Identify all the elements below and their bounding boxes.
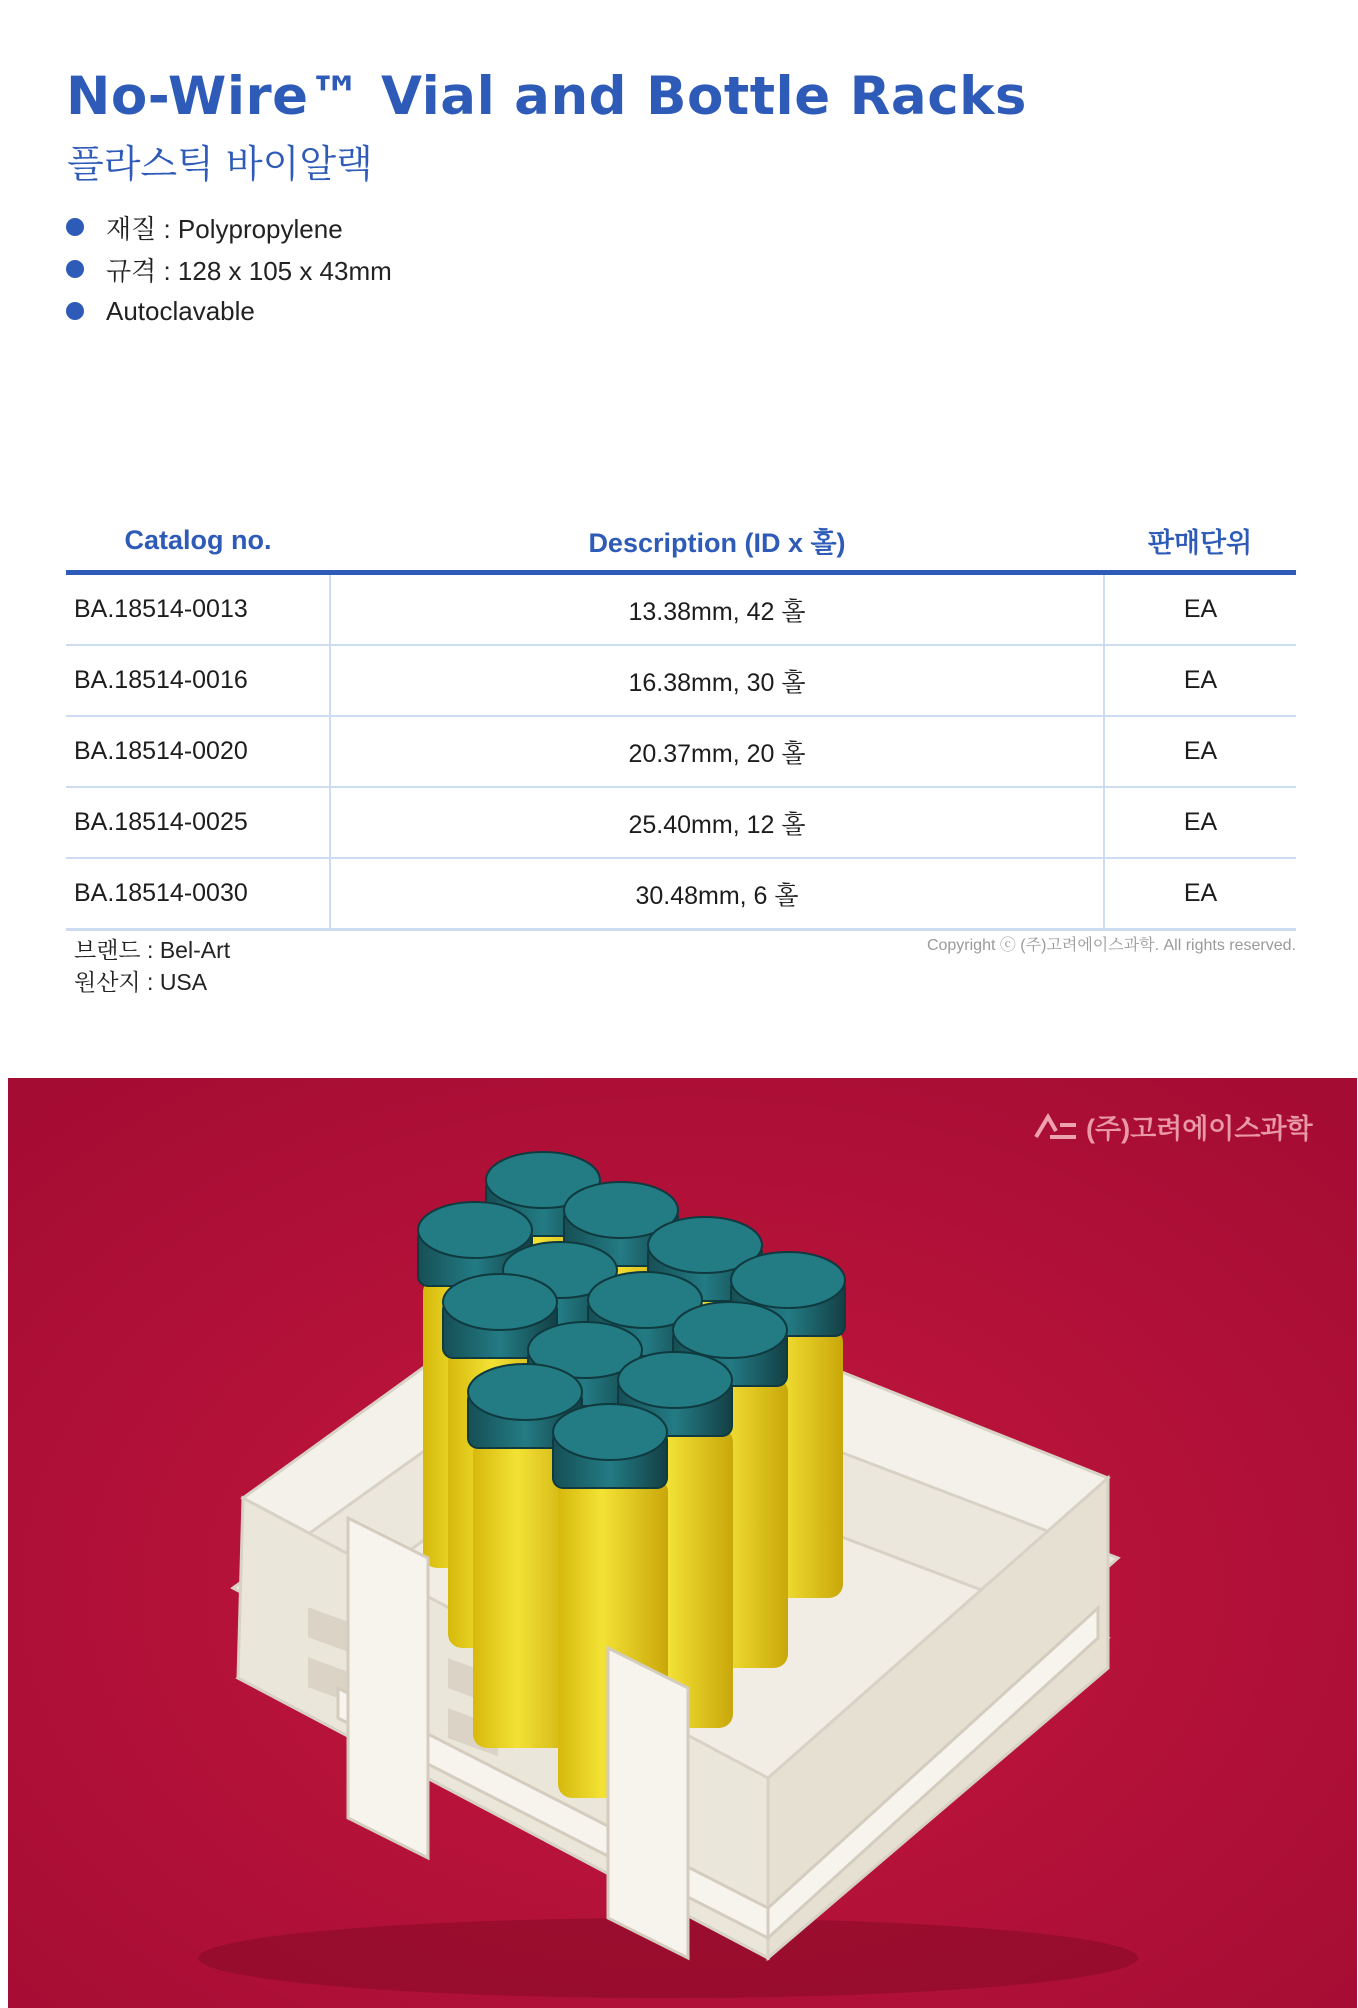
table-row [66, 787, 1296, 858]
page-title: No-Wire™ Vial and Bottle Racks [66, 66, 1027, 127]
catalog-cell: BA.18514-0030 [66, 858, 330, 930]
watermark [1034, 1107, 1313, 1146]
col-header-catalog: Catalog no. [66, 510, 330, 573]
description-cell: 20.37mm, 20 홀 [330, 716, 1104, 787]
product-meta [74, 934, 230, 998]
bullet-icon [66, 218, 84, 236]
description-cell: 25.40mm, 12 홀 [330, 787, 1104, 858]
feature-text: 재질 : Polypropylene [106, 213, 343, 244]
feature-item [66, 206, 392, 248]
brand-text: 브랜드 : Bel-Art [74, 937, 231, 963]
description-cell: 16.38mm, 30 홀 [330, 645, 1104, 716]
feature-list [66, 206, 392, 332]
feature-item [66, 248, 392, 290]
description-cell: 13.38mm, 42 홀 [330, 573, 1104, 646]
origin-text: 원산지 : USA [74, 969, 208, 995]
catalog-cell: BA.18514-0013 [66, 573, 330, 646]
bullet-icon [66, 260, 84, 278]
unit-cell: EA [1104, 716, 1296, 787]
table-row [66, 716, 1296, 787]
table-header-row [66, 510, 1296, 573]
table-row [66, 858, 1296, 930]
watermark-text: (주)고려에이스과학 [1086, 1114, 1313, 1144]
bullet-icon [66, 302, 84, 320]
unit-cell: EA [1104, 858, 1296, 930]
catalog-cell: BA.18514-0020 [66, 716, 330, 787]
unit-cell: EA [1104, 573, 1296, 646]
catalog-cell: BA.18514-0016 [66, 645, 330, 716]
spec-table [66, 510, 1296, 931]
feature-text: Autoclavable [106, 295, 255, 326]
description-cell: 30.48mm, 6 홀 [330, 858, 1104, 930]
table-row [66, 573, 1296, 646]
feature-text: 규격 : 128 x 105 x 43mm [106, 255, 392, 286]
product-photo [8, 1078, 1357, 2008]
feature-item [66, 290, 392, 332]
col-header-description: Description (ID x 홀) [330, 510, 1104, 573]
page-subtitle: 플라스틱 바이알랙 [67, 142, 373, 186]
copyright-text: Copyright ⓒ (주)고려에이스과학. All rights reserved. [926, 937, 1296, 954]
company-logo-icon [1034, 1113, 1078, 1141]
table-row [66, 645, 1296, 716]
unit-cell: EA [1104, 787, 1296, 858]
col-header-unit: 판매단위 [1104, 510, 1296, 573]
catalog-cell: BA.18514-0025 [66, 787, 330, 858]
unit-cell: EA [1104, 645, 1296, 716]
